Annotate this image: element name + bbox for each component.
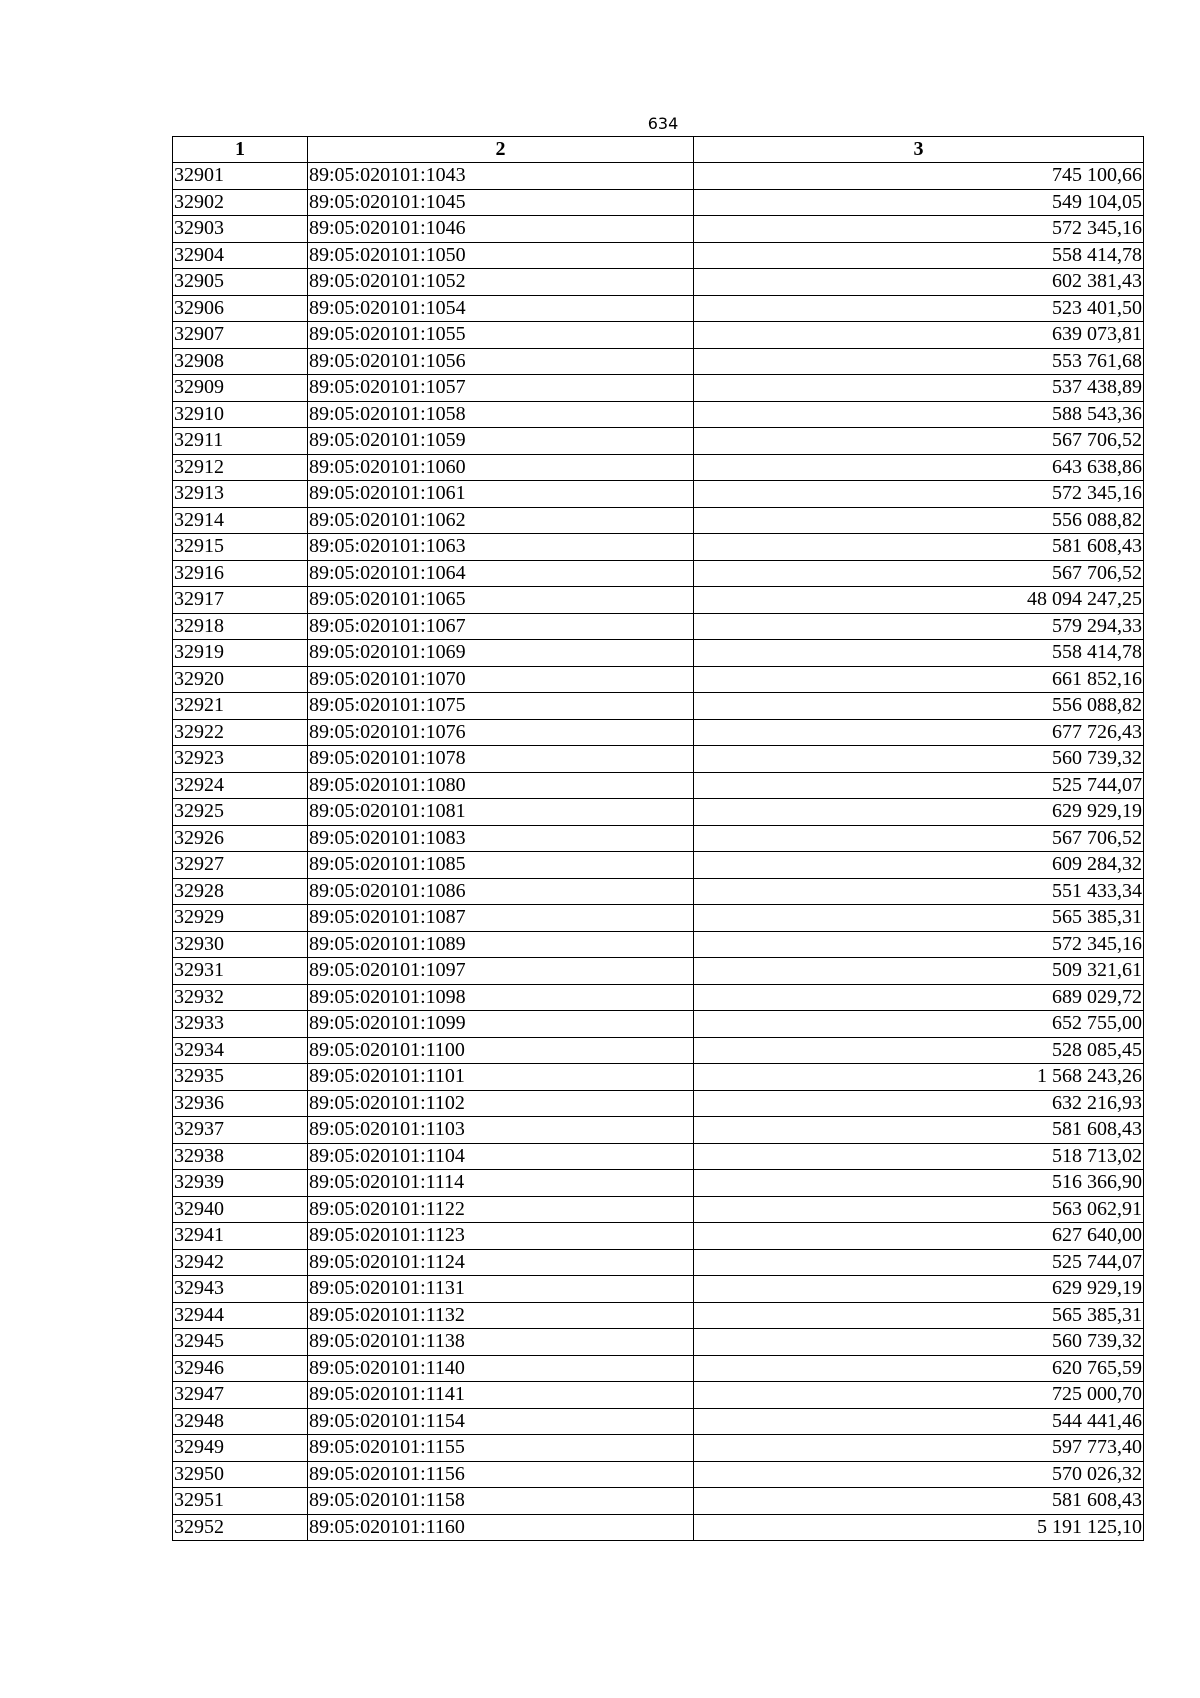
value-cell: 553 761,68: [694, 348, 1144, 375]
value-cell: 581 608,43: [694, 534, 1144, 561]
cadastral-number-cell: 89:05:020101:1064: [308, 560, 694, 587]
table-row: [173, 666, 1144, 693]
table-row: [173, 1302, 1144, 1329]
table-row: [173, 746, 1144, 773]
row-number-cell: 32916: [173, 560, 308, 587]
value-cell: 597 773,40: [694, 1435, 1144, 1462]
table-body: [173, 163, 1144, 1541]
table-row: [173, 1090, 1144, 1117]
table-row: [173, 1223, 1144, 1250]
table-row: [173, 1514, 1144, 1541]
table-row: [173, 1329, 1144, 1356]
column-header-2: 2: [308, 137, 694, 163]
cadastral-number-cell: 89:05:020101:1141: [308, 1382, 694, 1409]
cadastral-number-cell: 89:05:020101:1062: [308, 507, 694, 534]
row-number-cell: 32937: [173, 1117, 308, 1144]
cadastral-number-cell: 89:05:020101:1086: [308, 878, 694, 905]
cadastral-number-cell: 89:05:020101:1089: [308, 931, 694, 958]
value-cell: 572 345,16: [694, 216, 1144, 243]
value-cell: 556 088,82: [694, 507, 1144, 534]
value-cell: 528 085,45: [694, 1037, 1144, 1064]
table-row: [173, 719, 1144, 746]
value-cell: 661 852,16: [694, 666, 1144, 693]
cadastral-number-cell: 89:05:020101:1083: [308, 825, 694, 852]
cadastral-number-cell: 89:05:020101:1156: [308, 1461, 694, 1488]
table-row: [173, 613, 1144, 640]
row-number-cell: 32923: [173, 746, 308, 773]
row-number-cell: 32933: [173, 1011, 308, 1038]
cadastral-number-cell: 89:05:020101:1085: [308, 852, 694, 879]
table-row: [173, 640, 1144, 667]
table-row: [173, 507, 1144, 534]
value-cell: 572 345,16: [694, 481, 1144, 508]
row-number-cell: 32931: [173, 958, 308, 985]
value-cell: 609 284,32: [694, 852, 1144, 879]
row-number-cell: 32941: [173, 1223, 308, 1250]
value-cell: 558 414,78: [694, 640, 1144, 667]
table-row: [173, 931, 1144, 958]
table-row: [173, 1461, 1144, 1488]
header-row: [173, 137, 1144, 163]
table-row: [173, 1011, 1144, 1038]
table-row: [173, 560, 1144, 587]
row-number-cell: 32950: [173, 1461, 308, 1488]
table-row: [173, 1408, 1144, 1435]
row-number-cell: 32935: [173, 1064, 308, 1091]
cadastral-number-cell: 89:05:020101:1098: [308, 984, 694, 1011]
value-cell: 1 568 243,26: [694, 1064, 1144, 1091]
value-cell: 549 104,05: [694, 189, 1144, 216]
row-number-cell: 32943: [173, 1276, 308, 1303]
value-cell: 563 062,91: [694, 1196, 1144, 1223]
row-number-cell: 32926: [173, 825, 308, 852]
cadastral-number-cell: 89:05:020101:1081: [308, 799, 694, 826]
table-row: [173, 958, 1144, 985]
value-cell: 551 433,34: [694, 878, 1144, 905]
cadastral-number-cell: 89:05:020101:1065: [308, 587, 694, 614]
row-number-cell: 32947: [173, 1382, 308, 1409]
cadastral-number-cell: 89:05:020101:1100: [308, 1037, 694, 1064]
row-number-cell: 32927: [173, 852, 308, 879]
row-number-cell: 32942: [173, 1249, 308, 1276]
table-row: [173, 1276, 1144, 1303]
value-cell: 572 345,16: [694, 931, 1144, 958]
value-cell: 643 638,86: [694, 454, 1144, 481]
cadastral-number-cell: 89:05:020101:1097: [308, 958, 694, 985]
value-cell: 560 739,32: [694, 1329, 1144, 1356]
table-row: [173, 772, 1144, 799]
table-row: [173, 163, 1144, 190]
cadastral-number-cell: 89:05:020101:1076: [308, 719, 694, 746]
value-cell: 5 191 125,10: [694, 1514, 1144, 1541]
cadastral-number-cell: 89:05:020101:1114: [308, 1170, 694, 1197]
cadastral-number-cell: 89:05:020101:1063: [308, 534, 694, 561]
table-row: [173, 428, 1144, 455]
table-row: [173, 799, 1144, 826]
value-cell: 537 438,89: [694, 375, 1144, 402]
value-cell: 689 029,72: [694, 984, 1144, 1011]
cadastral-number-cell: 89:05:020101:1043: [308, 163, 694, 190]
cadastral-number-cell: 89:05:020101:1075: [308, 693, 694, 720]
table-row: [173, 984, 1144, 1011]
row-number-cell: 32907: [173, 322, 308, 349]
table-row: [173, 693, 1144, 720]
value-cell: 570 026,32: [694, 1461, 1144, 1488]
table-row: [173, 587, 1144, 614]
value-cell: 627 640,00: [694, 1223, 1144, 1250]
value-cell: 581 608,43: [694, 1488, 1144, 1515]
row-number-cell: 32915: [173, 534, 308, 561]
cadastral-number-cell: 89:05:020101:1045: [308, 189, 694, 216]
value-cell: 567 706,52: [694, 825, 1144, 852]
row-number-cell: 32928: [173, 878, 308, 905]
cadastral-number-cell: 89:05:020101:1124: [308, 1249, 694, 1276]
row-number-cell: 32936: [173, 1090, 308, 1117]
value-cell: 629 929,19: [694, 1276, 1144, 1303]
cadastral-number-cell: 89:05:020101:1131: [308, 1276, 694, 1303]
value-cell: 516 366,90: [694, 1170, 1144, 1197]
column-header-3: 3: [694, 137, 1144, 163]
row-number-cell: 32951: [173, 1488, 308, 1515]
table-row: [173, 878, 1144, 905]
cadastral-number-cell: 89:05:020101:1059: [308, 428, 694, 455]
table-row: [173, 1488, 1144, 1515]
value-cell: 556 088,82: [694, 693, 1144, 720]
value-cell: 558 414,78: [694, 242, 1144, 269]
row-number-cell: 32925: [173, 799, 308, 826]
value-cell: 602 381,43: [694, 269, 1144, 296]
cadastral-number-cell: 89:05:020101:1055: [308, 322, 694, 349]
value-cell: 581 608,43: [694, 1117, 1144, 1144]
value-cell: 588 543,36: [694, 401, 1144, 428]
row-number-cell: 32945: [173, 1329, 308, 1356]
table-row: [173, 1382, 1144, 1409]
table-row: [173, 1064, 1144, 1091]
row-number-cell: 32946: [173, 1355, 308, 1382]
value-cell: 620 765,59: [694, 1355, 1144, 1382]
value-cell: 652 755,00: [694, 1011, 1144, 1038]
cadastral-number-cell: 89:05:020101:1155: [308, 1435, 694, 1462]
cadastral-number-cell: 89:05:020101:1067: [308, 613, 694, 640]
table-row: [173, 1170, 1144, 1197]
cadastral-number-cell: 89:05:020101:1070: [308, 666, 694, 693]
table-row: [173, 1117, 1144, 1144]
value-cell: 544 441,46: [694, 1408, 1144, 1435]
row-number-cell: 32922: [173, 719, 308, 746]
value-cell: 632 216,93: [694, 1090, 1144, 1117]
column-header-1: 1: [173, 137, 308, 163]
cadastral-number-cell: 89:05:020101:1080: [308, 772, 694, 799]
row-number-cell: 32903: [173, 216, 308, 243]
table-row: [173, 1435, 1144, 1462]
row-number-cell: 32940: [173, 1196, 308, 1223]
table-row: [173, 216, 1144, 243]
row-number-cell: 32909: [173, 375, 308, 402]
cadastral-number-cell: 89:05:020101:1054: [308, 295, 694, 322]
table-row: [173, 1196, 1144, 1223]
row-number-cell: 32910: [173, 401, 308, 428]
row-number-cell: 32921: [173, 693, 308, 720]
table-row: [173, 481, 1144, 508]
cadastral-number-cell: 89:05:020101:1061: [308, 481, 694, 508]
cadastral-number-cell: 89:05:020101:1056: [308, 348, 694, 375]
cadastral-number-cell: 89:05:020101:1101: [308, 1064, 694, 1091]
value-cell: 518 713,02: [694, 1143, 1144, 1170]
cadastral-number-cell: 89:05:020101:1140: [308, 1355, 694, 1382]
cadastral-number-cell: 89:05:020101:1069: [308, 640, 694, 667]
cadastral-number-cell: 89:05:020101:1158: [308, 1488, 694, 1515]
row-number-cell: 32908: [173, 348, 308, 375]
row-number-cell: 32948: [173, 1408, 308, 1435]
value-cell: 565 385,31: [694, 905, 1144, 932]
value-cell: 639 073,81: [694, 322, 1144, 349]
cadastral-number-cell: 89:05:020101:1122: [308, 1196, 694, 1223]
value-cell: 567 706,52: [694, 428, 1144, 455]
data-table: [172, 136, 1144, 1541]
table-header: [173, 137, 1144, 163]
cadastral-number-cell: 89:05:020101:1046: [308, 216, 694, 243]
value-cell: 523 401,50: [694, 295, 1144, 322]
table-row: [173, 295, 1144, 322]
table-row: [173, 825, 1144, 852]
table-row: [173, 905, 1144, 932]
row-number-cell: 32919: [173, 640, 308, 667]
row-number-cell: 32913: [173, 481, 308, 508]
page-number: 634: [647, 114, 679, 133]
cadastral-number-cell: 89:05:020101:1138: [308, 1329, 694, 1356]
table-row: [173, 1143, 1144, 1170]
row-number-cell: 32905: [173, 269, 308, 296]
table-row: [173, 852, 1144, 879]
row-number-cell: 32949: [173, 1435, 308, 1462]
value-cell: 629 929,19: [694, 799, 1144, 826]
row-number-cell: 32902: [173, 189, 308, 216]
cadastral-number-cell: 89:05:020101:1102: [308, 1090, 694, 1117]
row-number-cell: 32918: [173, 613, 308, 640]
cadastral-number-cell: 89:05:020101:1057: [308, 375, 694, 402]
value-cell: 745 100,66: [694, 163, 1144, 190]
row-number-cell: 32944: [173, 1302, 308, 1329]
table-row: [173, 189, 1144, 216]
row-number-cell: 32904: [173, 242, 308, 269]
cadastral-number-cell: 89:05:020101:1050: [308, 242, 694, 269]
row-number-cell: 32932: [173, 984, 308, 1011]
cadastral-number-cell: 89:05:020101:1104: [308, 1143, 694, 1170]
table-row: [173, 534, 1144, 561]
row-number-cell: 32924: [173, 772, 308, 799]
cadastral-number-cell: 89:05:020101:1160: [308, 1514, 694, 1541]
row-number-cell: 32920: [173, 666, 308, 693]
row-number-cell: 32930: [173, 931, 308, 958]
row-number-cell: 32912: [173, 454, 308, 481]
row-number-cell: 32934: [173, 1037, 308, 1064]
cadastral-number-cell: 89:05:020101:1123: [308, 1223, 694, 1250]
row-number-cell: 32939: [173, 1170, 308, 1197]
table-row: [173, 401, 1144, 428]
row-number-cell: 32929: [173, 905, 308, 932]
table-row: [173, 1037, 1144, 1064]
cadastral-number-cell: 89:05:020101:1154: [308, 1408, 694, 1435]
value-cell: 725 000,70: [694, 1382, 1144, 1409]
row-number-cell: 32901: [173, 163, 308, 190]
value-cell: 565 385,31: [694, 1302, 1144, 1329]
value-cell: 560 739,32: [694, 746, 1144, 773]
cadastral-number-cell: 89:05:020101:1087: [308, 905, 694, 932]
cadastral-number-cell: 89:05:020101:1060: [308, 454, 694, 481]
value-cell: 48 094 247,25: [694, 587, 1144, 614]
value-cell: 677 726,43: [694, 719, 1144, 746]
value-cell: 579 294,33: [694, 613, 1144, 640]
value-cell: 525 744,07: [694, 772, 1144, 799]
value-cell: 509 321,61: [694, 958, 1144, 985]
row-number-cell: 32911: [173, 428, 308, 455]
cadastral-number-cell: 89:05:020101:1099: [308, 1011, 694, 1038]
cadastral-number-cell: 89:05:020101:1132: [308, 1302, 694, 1329]
cadastral-number-cell: 89:05:020101:1103: [308, 1117, 694, 1144]
row-number-cell: 32938: [173, 1143, 308, 1170]
table-row: [173, 375, 1144, 402]
table-row: [173, 1249, 1144, 1276]
cadastral-number-cell: 89:05:020101:1078: [308, 746, 694, 773]
value-cell: 525 744,07: [694, 1249, 1144, 1276]
cadastral-number-cell: 89:05:020101:1052: [308, 269, 694, 296]
row-number-cell: 32914: [173, 507, 308, 534]
row-number-cell: 32917: [173, 587, 308, 614]
table-row: [173, 269, 1144, 296]
row-number-cell: 32952: [173, 1514, 308, 1541]
table-row: [173, 242, 1144, 269]
table-row: [173, 1355, 1144, 1382]
row-number-cell: 32906: [173, 295, 308, 322]
cadastral-number-cell: 89:05:020101:1058: [308, 401, 694, 428]
table-row: [173, 454, 1144, 481]
table-row: [173, 322, 1144, 349]
value-cell: 567 706,52: [694, 560, 1144, 587]
table-row: [173, 348, 1144, 375]
